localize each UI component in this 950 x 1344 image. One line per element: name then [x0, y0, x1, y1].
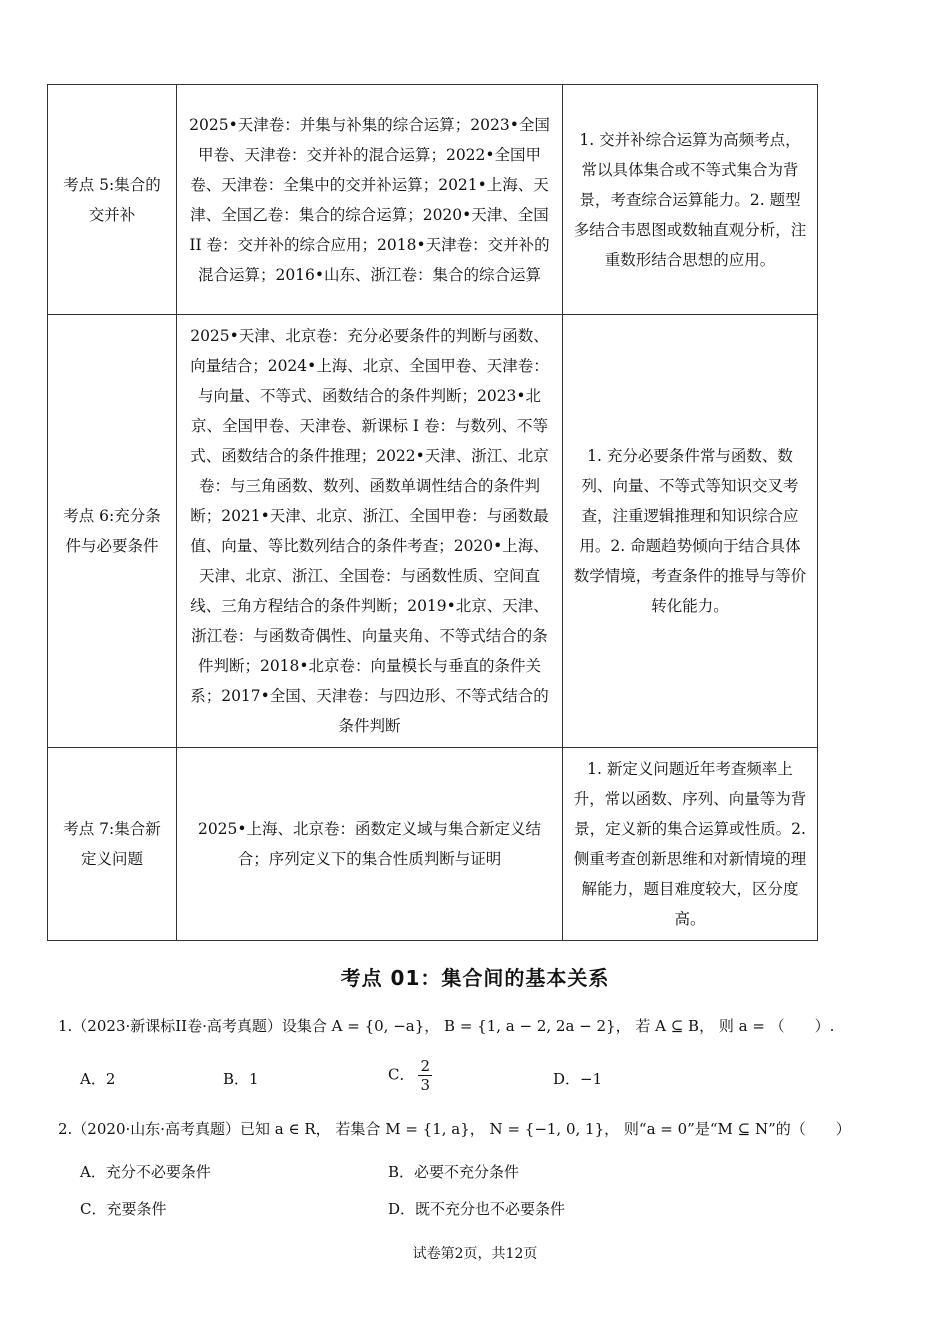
question-2-option-d[interactable]: D．既不充分也不必要条件 [388, 1200, 566, 1218]
fraction-numerator: 2 [420, 1057, 431, 1075]
topic-cell: 考点 5:集合的交并补 [48, 85, 177, 315]
question-2-option-c[interactable]: C．充要条件 [80, 1200, 167, 1218]
page-footer: 试卷第2页，共12页 [412, 1246, 538, 1262]
question-1-option-b[interactable]: B．1 [223, 1070, 259, 1088]
exam-history-cell: 2025•天津卷：并集与补集的综合运算；2023•全国甲卷、天津卷：交并补的混合运算；2022•全国甲卷、天津卷：全集中的交并补运算；2021•上海、天津、全国乙卷：集合的综合运算；2020•天津、全国 II 卷：交并补的综合应用；2018•天津卷：交并补的混合运算；2016•山东、浙江卷：集合的综合运算 [177, 85, 563, 315]
topic-analysis-table [47, 84, 818, 941]
topic-cell: 考点 6:充分条件与必要条件 [48, 315, 177, 748]
question-1-option-c[interactable] [388, 1057, 432, 1094]
question-2-option-b[interactable]: B．必要不充分条件 [388, 1163, 520, 1181]
exam-history-cell: 2025•上海、北京卷：函数定义域与集合新定义结合；序列定义下的集合性质判断与证明 [177, 748, 563, 941]
question-1-stem: 1.（2023·新课标II卷·高考真题）设集合 A = {0, −a}， B = {1, a − 2, 2a − 2}， 若 A ⊆ B， 则 a = （ ）. [58, 1017, 835, 1035]
fraction [418, 1057, 432, 1094]
fraction-denominator: 3 [420, 1076, 431, 1094]
analysis-cell: 1. 交并补综合运算为高频考点，常以具体集合或不等式集合为背景，考查综合运算能力。2. 题型多结合韦恩图或数轴直观分析，注重数形结合思想的应用。 [563, 85, 818, 315]
question-2-stem: 2.（2020·山东·高考真题）已知 a ∈ R， 若集合 M = {1, a}， N = {−1, 0, 1}， 则“a = 0”是“M ⊆ N”的（ ） [58, 1120, 851, 1138]
table-row [48, 85, 818, 315]
topic-cell: 考点 7:集合新定义问题 [48, 748, 177, 941]
question-1-option-d[interactable]: D．−1 [553, 1070, 603, 1088]
exam-history-cell: 2025•天津、北京卷：充分必要条件的判断与函数、向量结合；2024•上海、北京、全国甲卷、天津卷：与向量、不等式、函数结合的条件判断；2023•北京、全国甲卷、天津卷、新课标 I 卷：与数列、不等式、函数结合的条件推理；2022•天津、浙江、北京卷：与三角函数、数列、函数单调性结合的条件判断；2021•天津、北京、浙江、全国甲卷：与函数最值、向量、等比数列结合的条件考查；2020•上海、天津、北京、浙江、全国卷：与函数性质、空间直线、三角方程结合的条件判断；2019•北京、天津、浙江卷：与函数奇偶性、向量夹角、不等式结合的条件判断；2018•北京卷：向量模长与垂直的条件关系；2017•全国、天津卷：与四边形、不等式结合的条件判断 [177, 315, 563, 748]
question-1-option-a[interactable]: A．2 [80, 1070, 116, 1088]
analysis-cell: 1. 新定义问题近年考查频率上升，常以函数、序列、向量等为背景，定义新的集合运算或性质。2. 侧重考查创新思维和对新情境的理解能力，题目难度较大，区分度高。 [563, 748, 818, 941]
table-row [48, 315, 818, 748]
table-row [48, 748, 818, 941]
section-title: 考点 01：集合间的基本关系 [340, 966, 610, 990]
option-c-label: C． [388, 1065, 415, 1084]
question-2-option-a[interactable]: A．充分不必要条件 [80, 1163, 211, 1181]
analysis-cell: 1. 充分必要条件常与函数、数列、向量、不等式等知识交叉考查，注重逻辑推理和知识综合应用。2. 命题趋势倾向于结合具体数学情境，考查条件的推导与等价转化能力。 [563, 315, 818, 748]
